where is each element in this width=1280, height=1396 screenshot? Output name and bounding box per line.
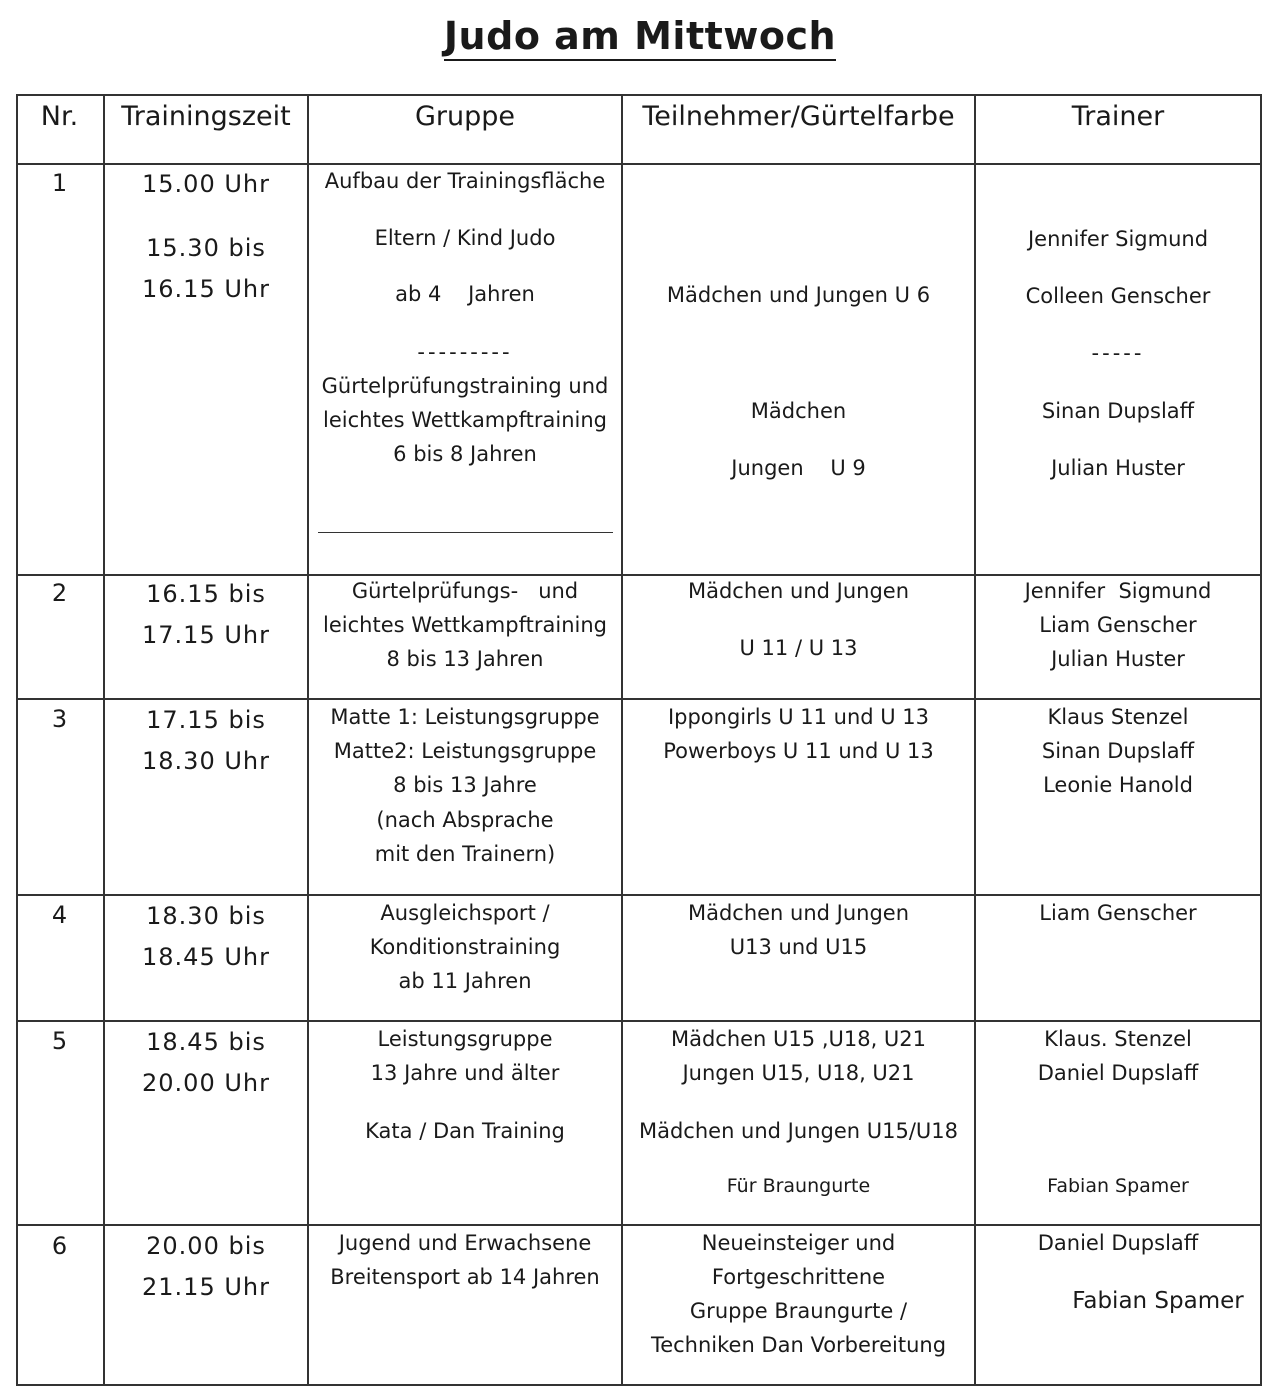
- row-1-trainer-line: Julian Huster: [1051, 456, 1185, 480]
- row-6-participants-line: Neueinsteiger und: [701, 1231, 896, 1255]
- row-5-nr: 5: [51, 1027, 68, 1055]
- row-1-trainer-line: Jennifer Sigmund: [1027, 227, 1209, 251]
- row-2-trainer-line: Julian Huster: [1051, 647, 1185, 671]
- row-1-participants-line: Mädchen und Jungen U 6: [666, 283, 931, 307]
- row-6-trainer-line: Daniel Dupslaff: [1037, 1231, 1199, 1255]
- row-1-participants-line: Mädchen: [750, 399, 847, 423]
- row-2-group-line: Gürtelprüfungs- und: [351, 579, 579, 603]
- row-1-group-line: leichtes Wettkampftraining: [323, 408, 607, 432]
- row-4-group-line: Ausgleichsport /: [380, 901, 550, 925]
- row-1-group-line: 6 bis 8 Jahren: [393, 442, 537, 466]
- row-6-participants-line: Techniken Dan Vorbereitung: [650, 1333, 947, 1357]
- row-3-group-line: mit den Trainern): [374, 842, 556, 866]
- row-5-participants-line: Mädchen und Jungen U15/U18: [638, 1119, 958, 1143]
- row-1-group-divider: [318, 532, 613, 533]
- row-1-trainer-line: Sinan Dupslaff: [1041, 399, 1195, 423]
- row-4-participants-line: Mädchen und Jungen: [687, 901, 910, 925]
- row-3-trainer-line: Klaus Stenzel: [1047, 705, 1189, 729]
- row-2-group-line: 8 bis 13 Jahren: [386, 647, 544, 671]
- row-6-group-line: Jugend und Erwachsene: [338, 1231, 592, 1255]
- row-3-group-line: Matte2: Leistungsgruppe: [333, 739, 597, 763]
- row-6-participants-line: Gruppe Braungurte /: [689, 1299, 908, 1323]
- row-3-participants-line: Ippongirls U 11 und U 13: [667, 705, 930, 729]
- row-5-participants-line: Mädchen U15 ,U18, U21: [670, 1027, 927, 1051]
- row-5-group-line: Leistungsgruppe: [377, 1027, 553, 1051]
- row-6-time-from: 20.00 bis: [146, 1232, 266, 1260]
- header-group: Gruppe: [414, 101, 516, 132]
- row-5-time-from: 18.45 bis: [146, 1028, 266, 1056]
- row-3-nr: 3: [51, 705, 68, 733]
- row-3-group-line: (nach Absprache: [376, 808, 554, 832]
- row-2-time-from: 16.15 bis: [146, 580, 266, 608]
- row-1-time-start: 15.00 Uhr: [142, 170, 270, 198]
- row-1-group-separator: ---------: [417, 340, 513, 364]
- row-5-group-line: 13 Jahre und älter: [370, 1061, 560, 1085]
- row-5-time-to: 20.00 Uhr: [142, 1069, 270, 1097]
- row-3-time-from: 17.15 bis: [146, 706, 266, 734]
- row-4-group-line: Konditionstraining: [369, 935, 561, 959]
- row-2-nr: 2: [51, 579, 68, 607]
- row-5-participants-line: Jungen U15, U18, U21: [682, 1061, 915, 1085]
- row-1-group-line: ab 4 Jahren: [395, 282, 535, 306]
- row-4-participants-line: U13 und U15: [729, 935, 868, 959]
- row-6-time-to: 21.15 Uhr: [142, 1273, 270, 1301]
- header-trainer: Trainer: [1071, 101, 1165, 132]
- row-4-group-line: ab 11 Jahren: [398, 969, 532, 993]
- row-3-trainer-line: Sinan Dupslaff: [1041, 739, 1195, 763]
- row-1-trainer-separator: -----: [1091, 341, 1145, 365]
- header-nr: Nr.: [40, 101, 79, 132]
- row-1-nr: 1: [51, 169, 68, 197]
- row-2-trainer-line: Liam Genscher: [1039, 613, 1197, 637]
- row-5-participants-line: Für Braungurte: [726, 1175, 871, 1197]
- row-4-nr: 4: [51, 901, 68, 929]
- row-3-time-to: 18.30 Uhr: [142, 747, 270, 775]
- row-1-group-line: Gürtelprüfungstraining und: [321, 374, 609, 398]
- row-3-participants-line: Powerboys U 11 und U 13: [663, 739, 934, 763]
- row-3-group-line: 8 bis 13 Jahre: [393, 773, 537, 797]
- row-2-time-to: 17.15 Uhr: [142, 621, 270, 649]
- row-3-group-line: Matte 1: Leistungsgruppe: [330, 705, 600, 729]
- row-1-group-line: Aufbau der Trainingsfläche: [324, 169, 606, 193]
- row-2-trainer-line: Jennifer Sigmund: [1024, 579, 1212, 603]
- schedule-table: [16, 94, 1262, 1386]
- row-5-trainer-line: Klaus. Stenzel: [1044, 1027, 1192, 1051]
- row-6-nr: 6: [51, 1232, 68, 1260]
- row-2-participants-line: Mädchen und Jungen: [687, 579, 910, 603]
- row-5-group-line: Kata / Dan Training: [365, 1119, 565, 1143]
- row-1-group-line: Eltern / Kind Judo: [374, 226, 556, 250]
- row-2-group-line: leichtes Wettkampftraining: [323, 613, 607, 637]
- row-1-time-to: 16.15 Uhr: [142, 275, 270, 303]
- header-time: Trainingszeit: [121, 101, 291, 132]
- row-1-participants-line: Jungen U 9: [731, 456, 866, 480]
- row-3-trainer-line: Leonie Hanold: [1043, 773, 1193, 797]
- row-1-time-from: 15.30 bis: [146, 234, 266, 262]
- row-2-participants-line: U 11 / U 13: [739, 636, 858, 660]
- row-4-trainer-line: Liam Genscher: [1039, 901, 1197, 925]
- row-6-trainer-line: Fabian Spamer: [1072, 1288, 1244, 1314]
- row-1-trainer-line: Colleen Genscher: [1025, 284, 1211, 308]
- row-5-trainer-line: Daniel Dupslaff: [1037, 1061, 1199, 1085]
- page-title: Judo am Mittwoch: [0, 14, 1280, 58]
- row-4-time-to: 18.45 Uhr: [142, 943, 270, 971]
- row-4-time-from: 18.30 bis: [146, 902, 266, 930]
- row-6-group-line: Breitensport ab 14 Jahren: [330, 1265, 600, 1289]
- row-6-participants-line: Fortgeschrittene: [711, 1265, 886, 1289]
- header-participants: Teilnehmer/Gürtelfarbe: [642, 101, 955, 132]
- row-5-trainer-line: Fabian Spamer: [1047, 1175, 1189, 1197]
